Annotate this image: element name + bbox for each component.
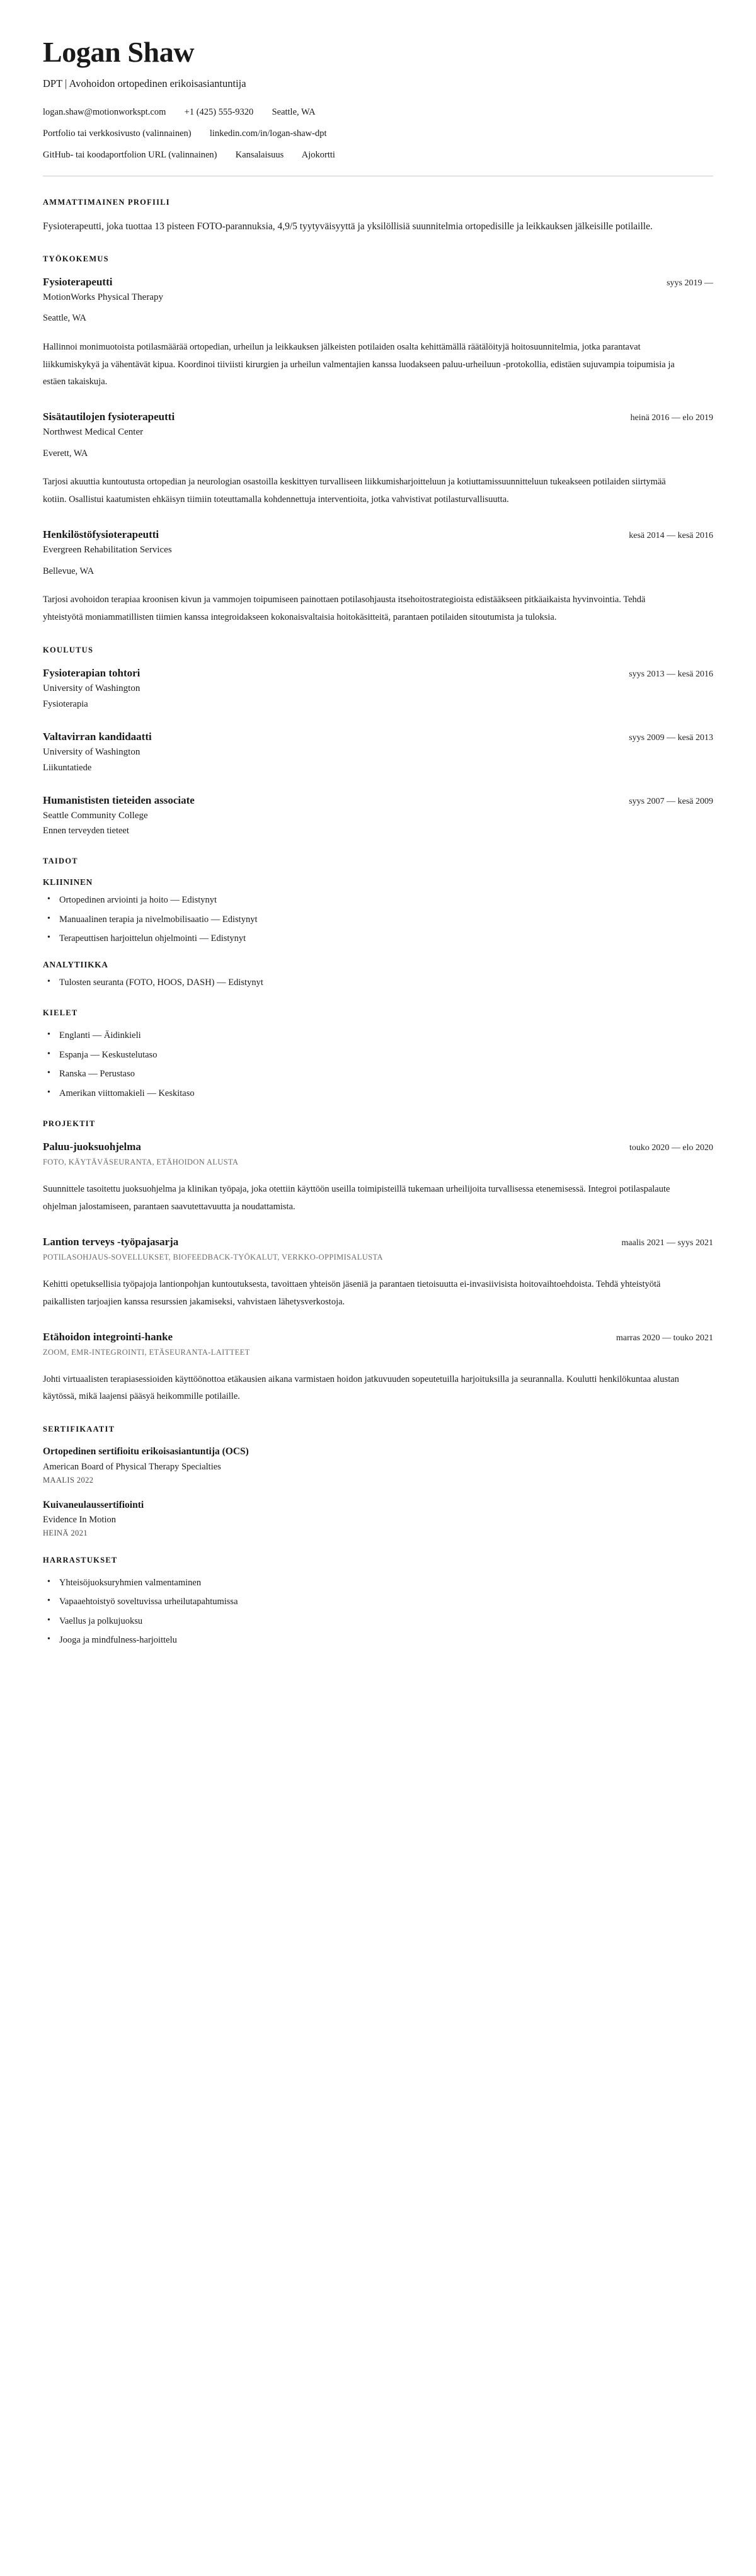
certification-name: Kuivaneulaussertifiointi xyxy=(43,1499,144,1510)
education-degree: Humanististen tieteiden associate xyxy=(43,794,195,806)
certification-issuer: Evidence In Motion xyxy=(43,1515,116,1525)
education-school: University of Washington xyxy=(43,746,140,757)
education-degree: Fysioterapian tohtori xyxy=(43,666,140,679)
project-name: Lantion terveys -työpajasarja xyxy=(43,1235,179,1248)
contact-location: Seattle, WA xyxy=(272,106,316,117)
experience-company: MotionWorks Physical Therapy xyxy=(43,292,163,302)
candidate-headline: DPT | Avohoidon ortopedinen erikoisasiantuntija xyxy=(43,77,246,89)
project-entry xyxy=(43,1330,713,1406)
experience-location: Everett, WA xyxy=(43,448,88,459)
section-title-certifications: SERTIFIKAATIT xyxy=(43,1425,115,1434)
education-entry xyxy=(43,666,713,711)
section-languages xyxy=(43,1008,713,1100)
experience-description: Tarjosi avohoidon terapiaa kroonisen kivun ja vammojen toipumiseen painottaen potilasohjausta itsehoitostrategioista edistääkseen pitkäaikaista hyvinvointia. Tehdä yhteistyötä moniammatillisten tiimien kanssa integroidakseen kokonaisvaltaisia hoitokäsitteitä, parantaen potilaiden sitoutumista ja tuloksia. xyxy=(43,595,646,623)
contact-portfolio[interactable]: Portfolio tai verkkosivusto (valinnainen) xyxy=(43,128,192,139)
education-date: syys 2009 — kesä 2013 xyxy=(629,732,713,743)
skill-group-name: ANALYTIIKKA xyxy=(43,959,108,969)
experience-date: kesä 2014 — kesä 2016 xyxy=(629,531,713,541)
education-entry-head xyxy=(43,730,713,744)
project-description: Kehitti opetuksellisia työpajoja lantionpohjan kuntoutuksesta, tavoittaen yhteisön jäseniä ja parantaen tietoisuutta ei-invasiivisista hoitovaihtoehdoista. Tehdä yhteistyötä paikallisten tarjoajien kanssa resurssien jakamiseksi, vahvistaen lähetysverkostoja. xyxy=(43,1279,661,1307)
certification-date: MAALIS 2022 xyxy=(43,1475,94,1485)
education-date: syys 2013 — kesä 2016 xyxy=(629,669,713,679)
contact-email[interactable]: logan.shaw@motionworkspt.com xyxy=(43,106,166,117)
experience-entry-head xyxy=(43,528,713,542)
contact-github[interactable]: GitHub- tai koodaportfolion URL (valinnainen) xyxy=(43,149,217,160)
resume-header xyxy=(43,37,713,176)
certification-entry xyxy=(43,1499,713,1538)
language-item: • Englanti — Äidinkieli xyxy=(43,1029,713,1042)
skill-group-name: KLIININEN xyxy=(43,877,93,887)
project-date: maalis 2021 — syys 2021 xyxy=(621,1238,713,1248)
language-item: • Amerikan viittomakieli — Keskitaso xyxy=(43,1087,713,1100)
skill-group-clinical xyxy=(43,877,713,945)
hobby-list xyxy=(43,1576,713,1648)
education-field: Ennen terveyden tieteet xyxy=(43,826,129,836)
project-description: Johti virtuaalisten terapiasessioiden käyttöönottoa etäkausien aikana varmistaen hoidon jatkuvuuden sopeutetuilla harjoituksilla ja seurannalla. Koulutti henkilökuntaa alustan käytössä, mikä laajensi pääsyä heikommille potilaille. xyxy=(43,1374,679,1402)
contact-linkedin[interactable]: linkedin.com/in/logan-shaw-dpt xyxy=(209,128,327,139)
education-date: syys 2007 — kesä 2009 xyxy=(629,796,713,806)
hobby-item: • Yhteisöjuoksuryhmien valmentaminen xyxy=(43,1576,713,1590)
skill-list xyxy=(43,894,713,945)
experience-role: Fysioterapeutti xyxy=(43,275,113,288)
section-title-skills: TAIDOT xyxy=(43,857,78,866)
skill-group-analytics xyxy=(43,960,713,989)
experience-location: Bellevue, WA xyxy=(43,566,94,576)
contact-row-links xyxy=(43,127,713,140)
education-field: Liikuntatiede xyxy=(43,762,92,773)
experience-entry xyxy=(43,528,713,627)
education-entry-head xyxy=(43,794,713,807)
section-title-experience: TYÖKOKEMUS xyxy=(43,254,109,263)
section-projects xyxy=(43,1119,713,1406)
section-skills xyxy=(43,857,713,989)
skill-list xyxy=(43,976,713,989)
section-title-education: KOULUTUS xyxy=(43,645,94,654)
summary-text: Fysioterapeutti, joka tuottaa 13 pisteen FOTO-parannuksia, 4,9/5 tyytyväisyyttä ja yksilöllisiä suunnitelmia ortopedisille ja leikkauksen jälkeisille potilaille. xyxy=(43,220,653,232)
section-summary xyxy=(43,198,713,236)
contact-license: Ajokortti xyxy=(301,149,335,160)
project-stack: FOTO, KÄYTÄVÄSEURANTA, ETÄHOIDON ALUSTA xyxy=(43,1158,239,1167)
contact-row-extra xyxy=(43,149,713,162)
language-item: • Ranska — Perustaso xyxy=(43,1068,713,1081)
project-entry xyxy=(43,1140,713,1216)
section-hobbies xyxy=(43,1556,713,1648)
certification-issuer: American Board of Physical Therapy Specialties xyxy=(43,1462,221,1473)
certification-name: Ortopedinen sertifioitu erikoisasiantuntija (OCS) xyxy=(43,1446,249,1457)
experience-company: Northwest Medical Center xyxy=(43,427,144,438)
certification-date: HEINÄ 2021 xyxy=(43,1528,88,1537)
section-title-languages: KIELET xyxy=(43,1008,78,1018)
section-experience xyxy=(43,254,713,627)
section-education xyxy=(43,646,713,838)
skill-item: • Manuaalinen terapia ja nivelmobilisaatio — Edistynyt xyxy=(43,913,713,926)
experience-description: Tarjosi akuuttia kuntoutusta ortopedian ja neurologian osastoilla keskittyen turvalliseen liikkumisharjoitteluun ja kotiuttamissuunnitteluun tukeakseen potilaiden siirtymää kotiin. Osallistui kaatumisten ehkäisyn tiimiin toteuttamalla kohdennettuja interventioita, jotka vahvistivat potilasturvallisuutta. xyxy=(43,477,666,505)
section-title-projects: PROJEKTIT xyxy=(43,1119,96,1129)
experience-role: Henkilöstöfysioterapeutti xyxy=(43,528,159,541)
project-entry-head xyxy=(43,1235,713,1249)
education-school: Seattle Community College xyxy=(43,810,148,821)
education-degree: Valtavirran kandidaatti xyxy=(43,730,152,743)
section-certifications xyxy=(43,1425,713,1537)
language-item: • Espanja — Keskustelutaso xyxy=(43,1049,713,1062)
section-title-summary: AMMATTIMAINEN PROFIILI xyxy=(43,197,170,207)
project-entry-head xyxy=(43,1330,713,1344)
education-entry xyxy=(43,794,713,838)
project-stack: ZOOM, EMR-INTEGROINTI, ETÄSEURANTA-LAITTEET xyxy=(43,1347,250,1357)
project-name: Etähoidon integrointi-hanke xyxy=(43,1330,173,1343)
certification-entry xyxy=(43,1445,713,1485)
education-field: Fysioterapia xyxy=(43,698,88,709)
candidate-name: Logan Shaw xyxy=(43,36,195,68)
experience-entry-head xyxy=(43,410,713,424)
project-name: Paluu-juoksuohjelma xyxy=(43,1141,141,1153)
experience-entry-head xyxy=(43,275,713,289)
project-date: touko 2020 — elo 2020 xyxy=(629,1143,713,1153)
experience-date: syys 2019 — xyxy=(667,278,713,288)
project-entry-head xyxy=(43,1140,713,1154)
contact-row-primary xyxy=(43,106,713,119)
experience-company: Evergreen Rehabilitation Services xyxy=(43,545,172,556)
education-entry-head xyxy=(43,666,713,680)
experience-description: Hallinnoi monimuotoista potilasmäärää ortopedian, urheilun ja leikkauksen jälkeisten potilaiden osalta kehittämällä räätälöityjä hoitosuunnitelmia, jotka parantavat liikkumiskykyä ja vähentävät kipua. Koordinoi tiiviisti kirurgien ja urheilun valmentajien kanssa luodakseen paluu-urheiluun -protokollia, edistäen sujuvampia toipumisia ja estäen takaiskuja. xyxy=(43,341,675,387)
project-entry xyxy=(43,1235,713,1311)
project-description: Suunnittele tasoitettu juoksuohjelma ja klinikan työpaja, joka otettiin käyttöön useilla toimipisteillä tukemaan urheilijoita turvallisessa etenemisessä. Integroi potilaspalaute ohjelman jalostamiseen, parantaen saavutettavuutta ja noudattamista. xyxy=(43,1184,670,1212)
section-spacer xyxy=(43,1542,713,1556)
skill-item: • Ortopedinen arviointi ja hoito — Edistynyt xyxy=(43,894,713,907)
experience-location: Seattle, WA xyxy=(43,313,86,324)
experience-date: heinä 2016 — elo 2019 xyxy=(630,413,713,423)
language-list xyxy=(43,1029,713,1100)
skill-item: • Terapeuttisen harjoittelun ohjelmointi — Edistynyt xyxy=(43,932,713,945)
project-stack: POTILASOHJAUS-SOVELLUKSET, BIOFEEDBACK-TYÖKALUT, VERKKO-OPPIMISALUSTA xyxy=(43,1252,383,1262)
skill-item: • Tulosten seuranta (FOTO, HOOS, DASH) — Edistynyt xyxy=(43,976,713,989)
contact-phone[interactable]: +1 (425) 555-9320 xyxy=(184,106,254,117)
section-title-hobbies: HARRASTUKSET xyxy=(43,1555,118,1564)
hobby-item: • Vaellus ja polkujuoksu xyxy=(43,1615,713,1628)
education-entry xyxy=(43,730,713,775)
contact-citizenship: Kansalaisuus xyxy=(235,149,284,160)
project-date: marras 2020 — touko 2021 xyxy=(616,1333,713,1343)
hobby-item: • Jooga ja mindfulness-harjoittelu xyxy=(43,1634,713,1647)
hobby-item: • Vapaaehtoistyö soveltuvissa urheilutapahtumissa xyxy=(43,1595,713,1609)
experience-entry xyxy=(43,275,713,392)
experience-role: Sisätautilojen fysioterapeutti xyxy=(43,411,175,423)
experience-entry xyxy=(43,410,713,509)
education-school: University of Washington xyxy=(43,683,140,693)
